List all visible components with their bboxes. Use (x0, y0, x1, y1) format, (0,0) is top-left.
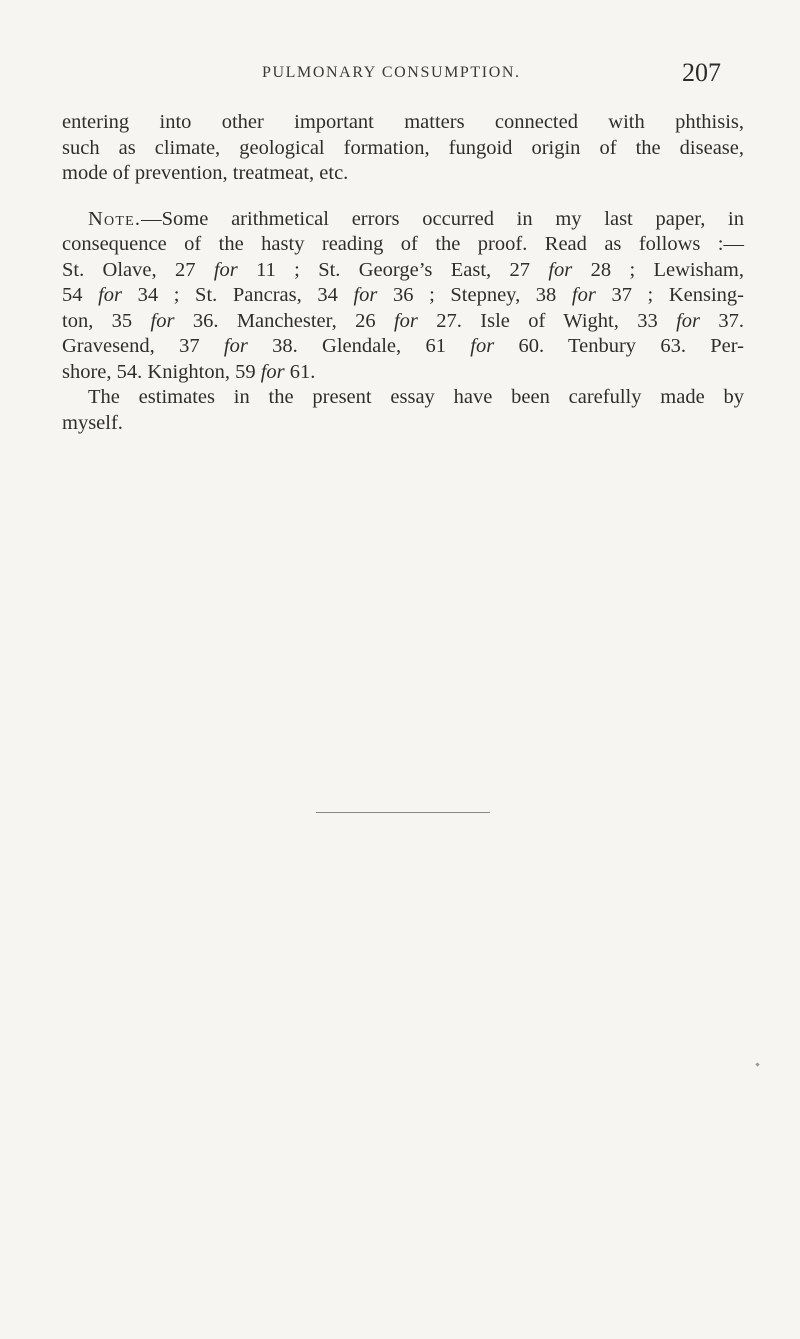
section-divider (316, 812, 490, 813)
text-line: Gravesend, 37 for 38. Glendale, 61 for 60. Tenbury 63. Per- (62, 335, 745, 357)
note-paragraph (62, 207, 744, 386)
text-line: myself. (62, 411, 123, 434)
italic-for: for (676, 309, 700, 332)
italic-for: for (353, 284, 378, 306)
italic-for: for (223, 335, 248, 357)
italic-for: for (548, 258, 573, 281)
text-line: consequence of the hasty reading of the proof. Read as follows :— (62, 233, 744, 255)
text-line: St. Olave, 27 for 11 ; St. George’s East, 27 for 28 ; Lewisham, (62, 258, 744, 281)
note-first-line-text: —Some arithmetical errors occurred in my last paper, in (141, 207, 744, 230)
text-line: 54 for 34 ; St. Pancras, 34 for 36 ; Stepney, 38 for 37 ; Kensing- (62, 284, 744, 306)
text-line: shore, 54. Knighton, 59 for 61. (62, 360, 316, 383)
text-line: mode of prevention, treatmeat, etc. (62, 162, 349, 184)
continuation-paragraph (62, 110, 744, 187)
page-number: 207 (682, 58, 721, 87)
italic-for: for (571, 284, 596, 306)
paper-speck (755, 1062, 759, 1066)
italic-for: for (470, 335, 495, 357)
closing-paragraph (62, 385, 744, 436)
italic-for: for (213, 258, 238, 281)
italic-for: for (150, 309, 175, 332)
text-line: The estimates in the present essay have been carefully made by (88, 386, 744, 408)
text-line: ton, 35 for 36. Manchester, 26 for 27. Isle of Wight, 33 for 37. (62, 309, 744, 332)
italic-for: for (393, 309, 418, 332)
text-line: such as climate, geological formation, fungoid origin of the disease, (62, 136, 744, 159)
page-header (0, 58, 800, 92)
note-label: Note. (88, 207, 142, 230)
body-text (62, 110, 744, 436)
italic-for: for (260, 360, 285, 383)
text-line: entering into other important matters connected with phthisis, (62, 111, 744, 133)
running-title: PULMONARY CONSUMPTION. (262, 64, 521, 81)
italic-for: for (98, 284, 123, 306)
note-first-line (62, 207, 744, 233)
